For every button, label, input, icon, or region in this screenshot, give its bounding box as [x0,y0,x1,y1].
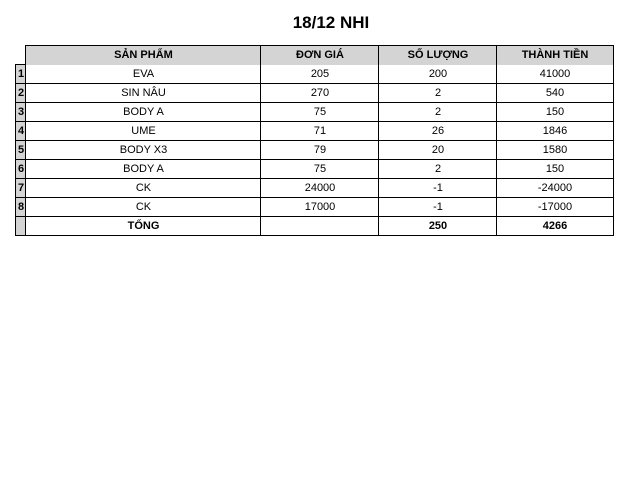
product-cell: CK [25,179,261,197]
table-row [15,179,614,198]
quantity-cell: -1 [378,198,497,216]
amount-cell: -17000 [496,198,614,216]
table-row [15,65,614,84]
row-index: 4 [15,122,26,140]
unit-price-cell: 79 [260,141,379,159]
table-row [15,122,614,141]
header-amount: THÀNH TIỀN [496,45,614,65]
quantity-cell: 2 [378,84,497,102]
row-index: 2 [15,84,26,102]
header-unit-price: ĐƠN GIÁ [260,45,379,65]
unit-price-cell: 17000 [260,198,379,216]
row-index: 3 [15,103,26,121]
quantity-cell: 2 [378,103,497,121]
table-header-row [15,46,614,65]
total-amount: 4266 [496,217,614,235]
total-unit-price [260,217,379,235]
unit-price-cell: 71 [260,122,379,140]
unit-price-cell: 75 [260,103,379,121]
amount-cell: 150 [496,103,614,121]
product-cell: BODY A [25,103,261,121]
quantity-cell: 2 [378,160,497,178]
table-row [15,198,614,217]
table-row [15,84,614,103]
quantity-cell: -1 [378,179,497,197]
unit-price-cell: 24000 [260,179,379,197]
row-index: 5 [15,141,26,159]
total-quantity: 250 [378,217,497,235]
row-index: 7 [15,179,26,197]
product-cell: CK [25,198,261,216]
quantity-cell: 26 [378,122,497,140]
unit-price-cell: 270 [260,84,379,102]
table-row [15,141,614,160]
header-quantity: SỐ LƯỢNG [378,45,497,65]
quantity-cell: 20 [378,141,497,159]
amount-cell: -24000 [496,179,614,197]
page-title: 18/12 NHI [292,13,370,32]
amount-cell: 1580 [496,141,614,159]
quantity-cell: 200 [378,65,497,83]
row-index: 6 [15,160,26,178]
total-label: TỔNG [25,217,261,235]
product-cell: SIN NÂU [25,84,261,102]
header-product: SẢN PHẨM [25,45,261,65]
amount-cell: 41000 [496,65,614,83]
unit-price-cell: 75 [260,160,379,178]
row-index: 1 [15,65,26,83]
amount-cell: 540 [496,84,614,102]
product-cell: BODY A [25,160,261,178]
product-cell: UME [25,122,261,140]
table-row [15,103,614,122]
product-cell: EVA [25,65,261,83]
invoice-table [15,46,614,236]
product-cell: BODY X3 [25,141,261,159]
amount-cell: 1846 [496,122,614,140]
unit-price-cell: 205 [260,65,379,83]
total-row [15,217,614,236]
table-row [15,160,614,179]
amount-cell: 150 [496,160,614,178]
row-index: 8 [15,198,26,216]
